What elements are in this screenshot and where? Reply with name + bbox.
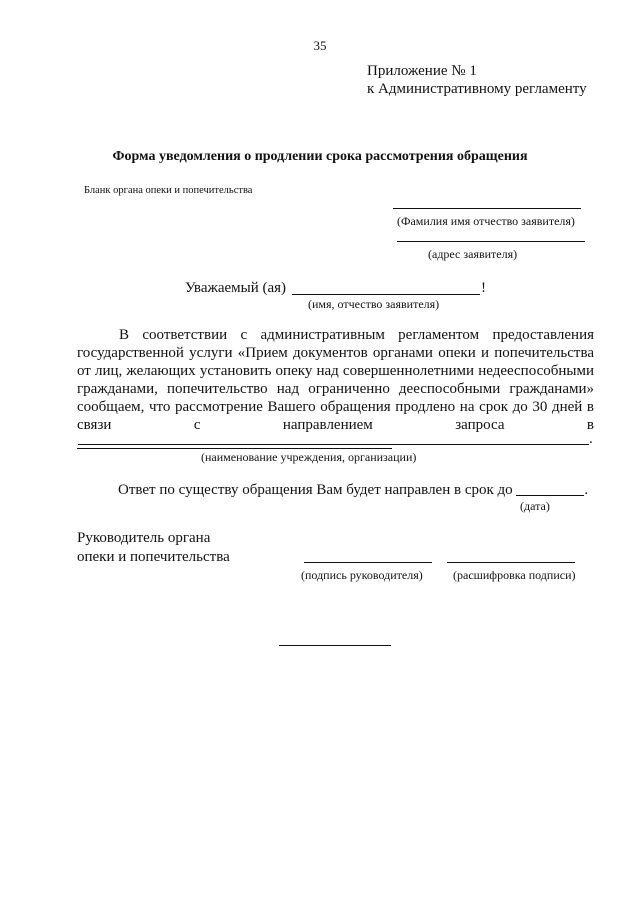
signer-title <box>77 529 230 567</box>
signature-line <box>304 562 432 563</box>
blank-label: Бланк органа опеки и попечительства <box>84 185 253 196</box>
footer-separator-line <box>279 645 391 646</box>
answer-suffix: . <box>584 482 589 498</box>
institution-line-start <box>77 434 392 449</box>
applicant-address-line <box>397 241 585 242</box>
decryption-line <box>447 562 575 563</box>
notification-body <box>77 326 594 452</box>
annex-reference <box>367 62 587 98</box>
greeting-caption: (имя, отчество заявителя) <box>308 297 440 311</box>
institution-line-end: . <box>589 431 593 447</box>
annex-line-2: к Административному регламенту <box>367 81 587 97</box>
greeting-suffix: ! <box>481 280 486 296</box>
annex-line-1: Приложение № 1 <box>367 63 477 79</box>
applicant-name-caption: (Фамилия имя отчество заявителя) <box>397 214 575 228</box>
signer-line-2: опеки и попечительства <box>77 549 230 565</box>
greeting-name-line <box>292 294 480 295</box>
applicant-address-caption: (адрес заявителя) <box>428 247 518 261</box>
signature-caption: (подпись руководителя) <box>301 568 423 582</box>
page-number: 35 <box>313 38 327 53</box>
institution-caption: (наименование учреждения, организации) <box>201 450 417 464</box>
applicant-name-line <box>393 208 581 209</box>
institution-line-continued <box>78 444 589 445</box>
form-title: Форма уведомления о продлении срока рассмотрения обращения <box>112 149 528 164</box>
answer-text: Ответ по существу обращения Вам будет направлен в срок до <box>118 482 513 498</box>
answer-date-line <box>516 481 584 496</box>
answer-deadline <box>118 481 588 499</box>
body-paragraph-text: В соответствии с административным регламентом предоставления государственной услуги «Прием документов органами опеки и попечительства от лиц, желающих установить опеку над совершеннолетними недееспособными гражданами, попечительство над ограниченно дееспособными гражданами» сообщаем, что рассмотрение Вашего обращения продлено на срок до 30 дней в связи с направлением запроса в <box>77 327 594 433</box>
decryption-caption: (расшифровка подписи) <box>453 568 576 582</box>
signer-line-1: Руководитель органа <box>77 530 211 546</box>
answer-date-caption: (дата) <box>520 499 550 513</box>
greeting-prefix: Уважаемый (ая) <box>185 280 287 296</box>
